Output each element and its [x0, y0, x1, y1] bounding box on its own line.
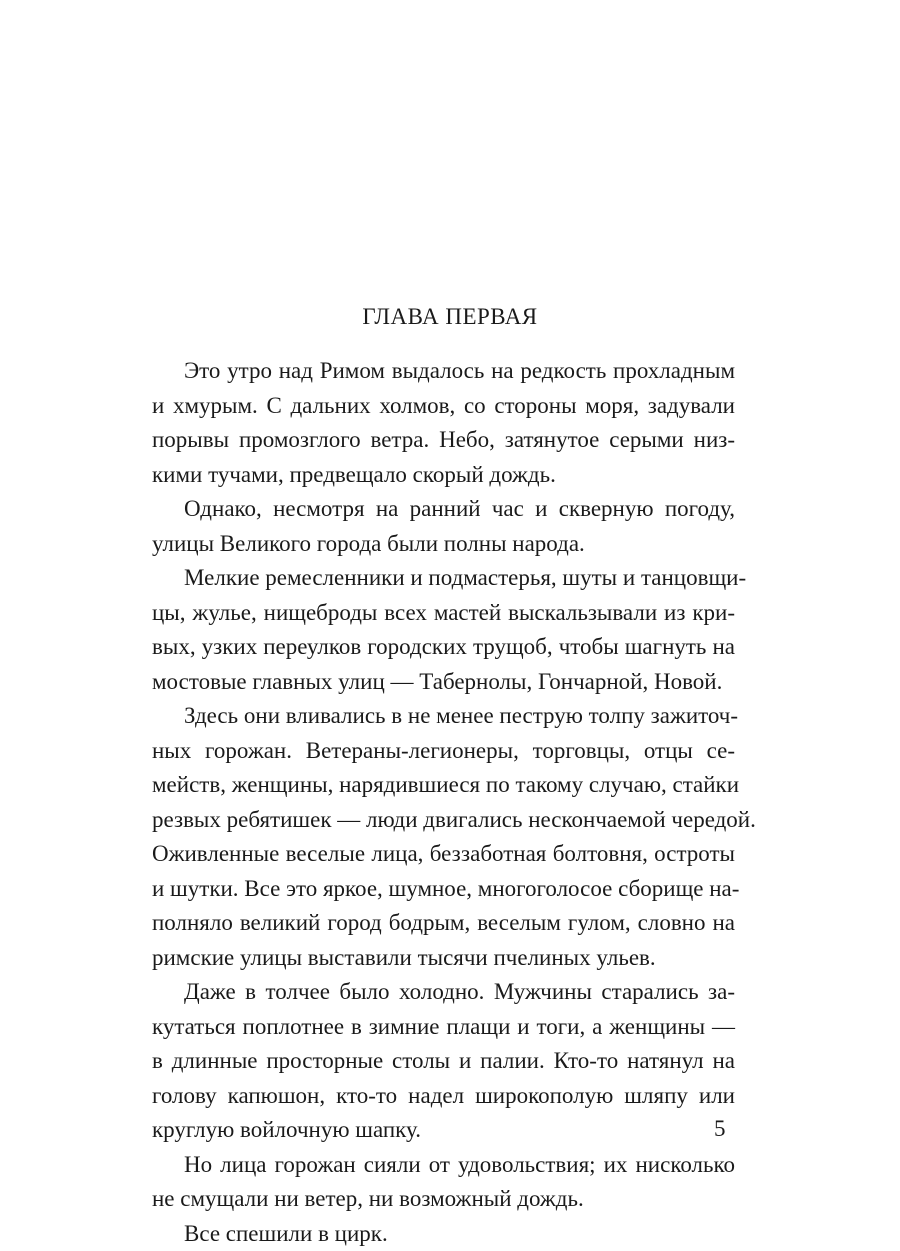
text-line: мостовые главных улиц — Табернолы, Гончарной, Новой. [152, 665, 735, 700]
page-number: 5 [714, 1114, 726, 1144]
text-line: Мелкие ремесленники и подмастерья, шуты и танцовщи- [152, 561, 735, 596]
text-line: кутаться поплотнее в зимние плащи и тоги, а женщины — [152, 1010, 735, 1045]
text-line: не смущали ни ветер, ни возможный дождь. [152, 1182, 735, 1217]
text-line: вых, узких переулков городских трущоб, чтобы шагнуть на [152, 630, 735, 665]
text-line: улицы Великого города были полны народа. [152, 527, 735, 562]
text-line: цы, жулье, нищеброды всех мастей выскальзывали из кри- [152, 596, 735, 631]
text-line: Это утро над Римом выдалось на редкость прохладным [152, 354, 735, 389]
text-line: в длинные просторные столы и палии. Кто-то натянул на [152, 1044, 735, 1079]
text-line: Даже в толчее было холодно. Мужчины старались за- [152, 975, 735, 1010]
chapter-title: ГЛАВА ПЕРВАЯ [0, 300, 900, 334]
text-line: круглую войлочную шапку. [152, 1113, 735, 1148]
text-line: Здесь они вливались в не менее пеструю толпу зажиточ- [152, 699, 735, 734]
text-line: ных горожан. Ветераны-легионеры, торговцы, отцы се- [152, 734, 735, 769]
text-line: Все спешили в цирк. [152, 1217, 735, 1251]
text-line: мейств, женщины, нарядившиеся по такому случаю, стайки [152, 768, 735, 803]
text-line: кими тучами, предвещало скорый дождь. [152, 458, 735, 493]
text-line: Однако, несмотря на ранний час и скверную погоду, [152, 492, 735, 527]
text-line: римские улицы выставили тысячи пчелиных ульев. [152, 941, 735, 976]
text-line: резвых ребятишек — люди двигались нескончаемой чередой. [152, 803, 735, 838]
text-line: Но лица горожан сияли от удовольствия; их нисколько [152, 1148, 735, 1183]
text-line: порывы промозглого ветра. Небо, затянутое серыми низ- [152, 423, 735, 458]
text-line: голову капюшон, кто-то надел широкополую шляпу или [152, 1079, 735, 1114]
text-line: Оживленные веселые лица, беззаботная болтовня, остроты [152, 837, 735, 872]
text-line: и шутки. Все это яркое, шумное, многоголосое сборище на- [152, 872, 735, 907]
text-line: и хмурым. С дальних холмов, со стороны моря, задували [152, 389, 735, 424]
text-line: полняло великий город бодрым, веселым гулом, словно на [152, 906, 735, 941]
chapter-body-text [152, 354, 735, 1251]
